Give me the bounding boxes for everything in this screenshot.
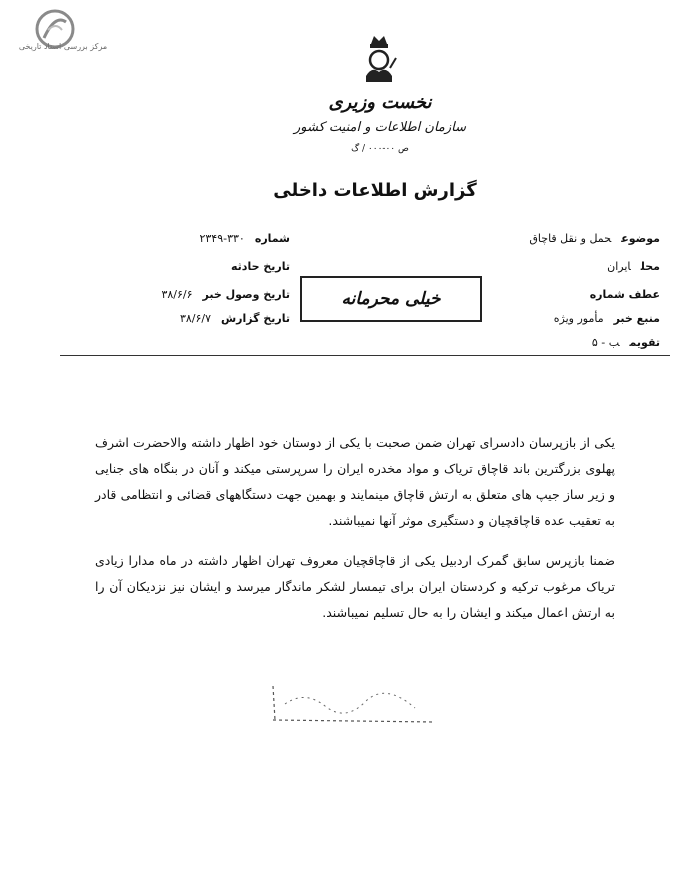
classification-stamp-text: خیلی محرمانه [341,289,441,309]
field-label: منبع خبر [613,312,660,325]
field-number [70,232,290,245]
report-title: گزارش اطلاعات داخلی [273,180,477,201]
field-value: ۳۸/۶/۷ [179,312,211,325]
field-value: ایران [607,260,631,273]
field-label: تاریخ گزارش [220,312,290,325]
field-rating [440,336,660,349]
field-value: ب - ۵ [591,336,620,349]
organization-name: سازمان اطلاعات و امنیت کشور [293,120,467,135]
field-value: مأمور ویژه [553,312,604,325]
reference-code: ص ۰۰-۰۰۰ / گ [351,144,409,154]
watermark-text: مرکز بررسی اسناد تاریخی [18,42,108,51]
body-paragraph: یکی از بازپرسان دادسرای تهران ضمن صحبت با یکی از دوستان خود اظهار داشته والاحضرت اشرف پهلوی بزرگترین باند قاچاق تریاک و مواد مخدره ایران را سرپرستی میکند و آنان در بنگاه های جنایی و زیر ساز جیپ های متعلق به ارتش قاچاق مینمایند و بهمین جهت دستگاههای قضائی و انتظامی قادر به تعقیب عده قاچاقچیان و دستگیری موثر آنها نمیباشند. [95,435,615,528]
field-label: تاریخ حادثه [231,260,290,273]
field-label: شماره [254,232,290,245]
classification-stamp [300,276,482,322]
header-divider [60,355,670,356]
field-label: تقویم [629,336,660,349]
field-label: محل [640,260,660,273]
field-subject [440,232,660,245]
field-label: عطف شماره [589,288,660,301]
field-report-date [70,312,290,325]
field-value: ۳۸/۶/۶ [161,288,193,301]
body-paragraph: ضمنا بازپرس سابق گمرک اردبیل یکی از قاچاقچیان معروف تهران اظهار داشته در ماه مدارا زیادی تریاک مرغوب ترکیه و کردستان ایران برای تیمسار لشکر ماندگار میرسد و ایشان نیز نزدیکان آن را به ارتش اعمال میکند و ایشان را به حال تسلیم نمیباشند. [95,553,615,620]
field-value: ۳۳۰-۲۳۴۹ [199,232,245,245]
lion-and-sun-emblem-icon [358,30,400,90]
field-received-date [70,288,290,301]
ministry-title: نخست وزیری [328,92,432,113]
report-body [95,430,615,626]
field-label: تاریخ وصول خبر [202,288,290,301]
field-value: حمل و نقل قاچاق [529,232,612,245]
field-location [440,260,660,273]
signature-mark [265,680,445,728]
field-label: موضوع [621,232,660,245]
field-incident-date [70,260,290,273]
